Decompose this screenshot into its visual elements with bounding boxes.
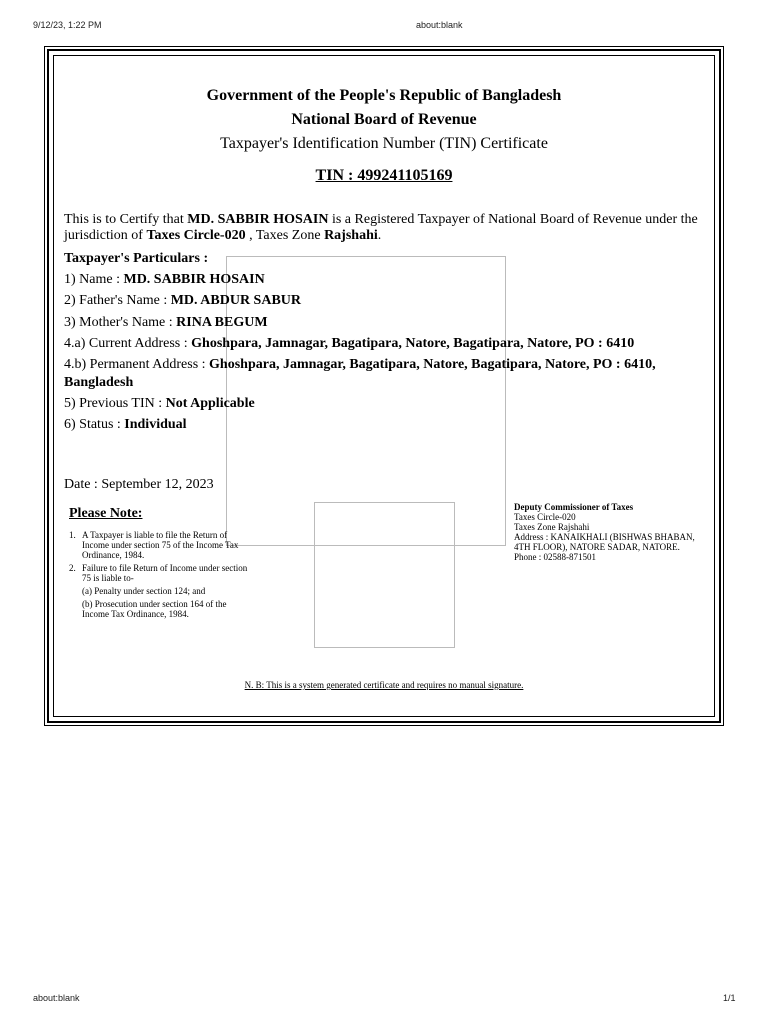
particular-mother	[64, 315, 268, 331]
particular-status-value: Individual	[124, 417, 187, 432]
issue-date: Date : September 12, 2023	[64, 477, 214, 492]
particular-current-address	[64, 336, 634, 352]
tin-number-text: TIN : 499241105169	[315, 167, 453, 184]
particular-mother-label: 3) Mother's Name :	[64, 315, 177, 330]
particular-status	[64, 417, 187, 433]
particular-permanent-address-country: Bangladesh	[64, 375, 134, 390]
particular-status-label: 6) Status :	[64, 417, 125, 432]
deputy-commissioner-address: Address : KANAIKHALI (BISHWAS BHABAN, 4TH FLOOR), NATORE SADAR, NATORE. Phone : 02588-871501	[514, 532, 695, 562]
particular-current-address-label: 4.a) Current Address :	[64, 336, 192, 351]
deputy-commissioner-title: Deputy Commissioner of Taxes	[514, 502, 634, 512]
certify-paragraph	[64, 212, 704, 244]
print-footer-url: about:blank	[33, 993, 80, 1003]
heading-government: Government of the People's Republic of Bangladesh	[206, 87, 562, 104]
particular-previous-tin	[64, 396, 255, 412]
particular-previous-tin-value: Not Applicable	[165, 396, 255, 411]
note-item-2b: (b) Prosecution under section 164 of the Income Tax Ordinance, 1984.	[82, 599, 227, 619]
particular-name-value: MD. SABBIR HOSAIN	[123, 272, 265, 287]
certify-circle: Taxes Circle-020	[146, 228, 246, 243]
note-item-2-number: 2.	[69, 563, 76, 573]
deputy-commissioner-zone: Taxes Zone Rajshahi	[514, 522, 590, 532]
certify-suffix: .	[377, 228, 382, 243]
note-item-2a: (a) Penalty under section 124; and	[82, 586, 206, 596]
print-header-url: about:blank	[416, 20, 463, 30]
particular-permanent-address-value: Ghoshpara, Jamnagar, Bagatipara, Natore, Bagatipara, Natore, PO : 6410,	[209, 357, 656, 372]
particular-previous-tin-label: 5) Previous TIN :	[64, 396, 166, 411]
please-note-list	[69, 530, 254, 619]
particular-permanent-address-label: 4.b) Permanent Address :	[64, 357, 210, 372]
particular-father	[64, 293, 301, 309]
note-item-2	[69, 563, 254, 583]
certify-middle: is a Registered Taxpayer of National Board of Revenue under the jurisdiction of	[64, 212, 698, 243]
note-item-1	[69, 530, 254, 560]
deputy-commissioner-circle: Taxes Circle-020	[514, 512, 576, 522]
heading-certificate-title: Taxpayer's Identification Number (TIN) Certificate	[220, 135, 548, 152]
tin-number	[53, 167, 715, 185]
particular-name-label: 1) Name :	[64, 272, 124, 287]
particular-permanent-address	[64, 357, 656, 373]
particular-father-label: 2) Father's Name :	[64, 293, 171, 308]
print-header-datetime: 9/12/23, 1:22 PM	[33, 20, 102, 30]
certify-zone: Rajshahi	[324, 228, 378, 243]
certify-zone-prefix: , Taxes Zone	[245, 228, 325, 243]
heading-board: National Board of Revenue	[291, 111, 477, 128]
particular-mother-value: RINA BEGUM	[176, 315, 268, 330]
particular-name	[64, 272, 265, 288]
certify-prefix: This is to Certify that	[64, 212, 188, 227]
particular-current-address-value: Ghoshpara, Jamnagar, Bagatipara, Natore, Bagatipara, Natore, PO : 6410	[191, 336, 635, 351]
please-note-title: Please Note:	[69, 506, 143, 521]
deputy-commissioner-block	[514, 502, 704, 562]
system-generated-note: N. B: This is a system generated certificate and requires no manual signature.	[244, 680, 524, 690]
particulars-title: Taxpayer's Particulars :	[64, 251, 209, 266]
note-item-1-number: 1.	[69, 530, 76, 540]
print-footer-page-number: 1/1	[723, 993, 736, 1003]
certify-taxpayer-name: MD. SABBIR HOSAIN	[187, 212, 329, 227]
particular-father-value: MD. ABDUR SABUR	[170, 293, 302, 308]
note-item-1-text: A Taxpayer is liable to file the Return of Income under section 75 of the Income Tax Ordinance, 1984.	[82, 530, 239, 560]
note-item-2-text: Failure to file Return of Income under section 75 is liable to-	[82, 563, 248, 583]
seal-placeholder	[314, 502, 455, 648]
